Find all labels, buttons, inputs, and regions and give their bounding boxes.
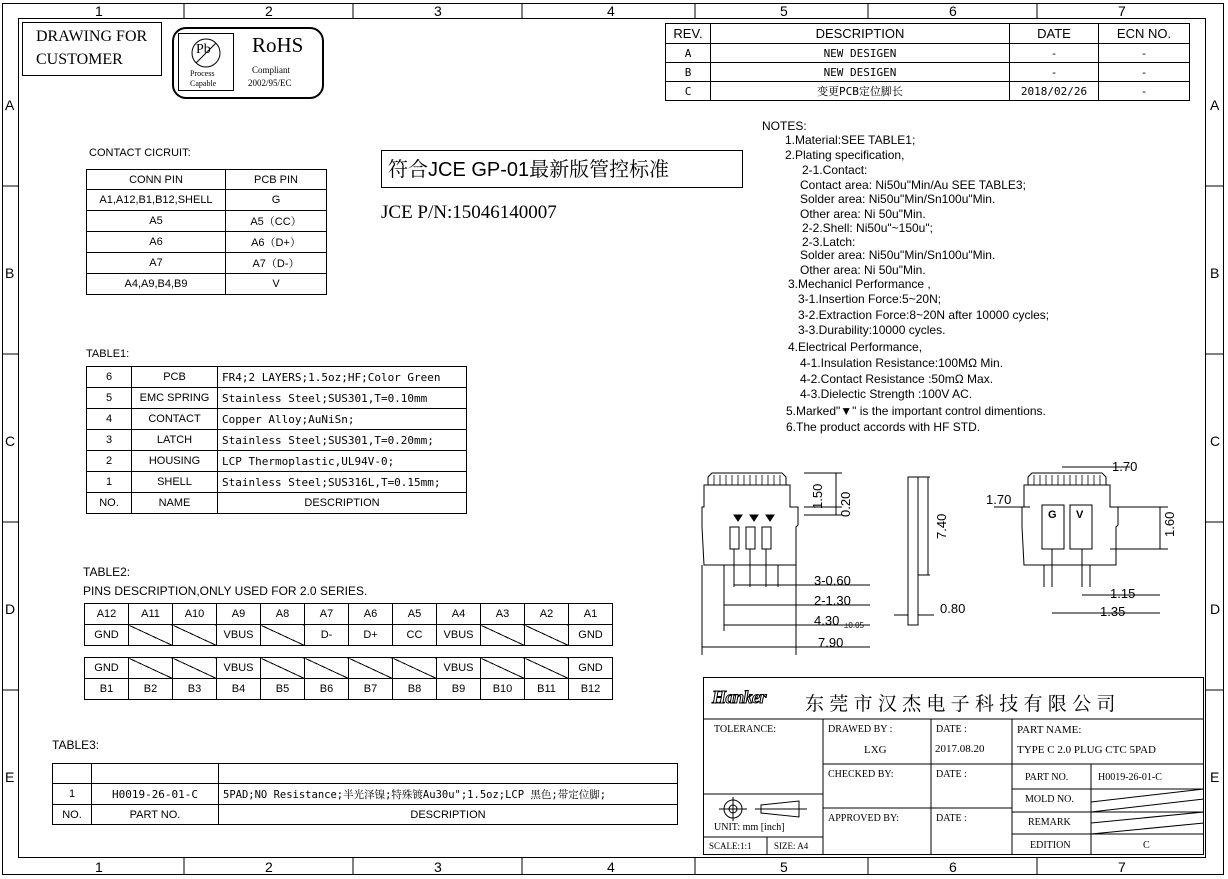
table-row (85, 679, 613, 700)
conn-pin-cell: A4,A9,B4,B9 (87, 274, 226, 295)
pin-cell: A11 (129, 604, 173, 625)
pin-cell: A1 (569, 604, 613, 625)
rev-date-cell: - (1010, 44, 1099, 63)
zone-right-d: D (1210, 601, 1221, 617)
table-row (87, 211, 327, 232)
pin-cell (525, 658, 569, 679)
edition-value: C (1143, 840, 1150, 851)
note-line: Solder area: Ni50u"Min/Sn100u"Min. (800, 248, 996, 262)
contact-circuit-header (87, 170, 327, 190)
approved-by-label: APPROVED BY: (828, 813, 900, 824)
zone-left-b: B (5, 265, 15, 281)
no-cell: 1 (53, 784, 92, 805)
pcb-pin-cell: A5（CC） (226, 211, 327, 232)
pin-table-a (84, 603, 613, 646)
note-line: 3-2.Extraction Force:8~20N after 10000 cycles; (798, 308, 1050, 322)
no-header: NO. (87, 493, 132, 514)
company-name: 东 莞 市 汉 杰 电 子 科 技 有 限 公 司 (805, 694, 1116, 715)
pin-cell: B7 (349, 679, 393, 700)
back-view-pin-g: G (1048, 509, 1057, 521)
zone-bottom-2: 2 (265, 859, 273, 875)
contact-circuit-title: CONTACT CICRUIT: (89, 147, 191, 159)
pin-table-b (84, 657, 613, 700)
pin-cell: A5 (393, 604, 437, 625)
drawed-by-label: DRAWED BY : (828, 724, 893, 735)
no-cell: 1 (87, 472, 132, 493)
part-name-label: PART NAME: (1017, 724, 1082, 736)
notes-title: NOTES: (762, 119, 807, 133)
pin-cell (393, 658, 437, 679)
side-view (894, 477, 934, 625)
date-label-2: DATE : (936, 769, 967, 780)
name-cell: SHELL (132, 472, 218, 493)
dim-7-40: 7.40 (934, 513, 949, 539)
pin-cell: A7 (305, 604, 349, 625)
description-cell: Copper Alloy;AuNiSn; (218, 409, 467, 430)
pin-cell (349, 658, 393, 679)
pin-cell: A3 (481, 604, 525, 625)
pin-cell: CC (393, 625, 437, 646)
dim-0-20: 0.20 (838, 491, 853, 517)
date-label-3: DATE : (936, 813, 967, 824)
rev-date-cell: 2018/02/26 (1010, 82, 1099, 101)
table-row (87, 409, 467, 430)
rev-ecn-cell: - (1099, 44, 1190, 63)
rev-cell: A (666, 44, 711, 63)
pin-cell: A9 (217, 604, 261, 625)
unit-label: UNIT: mm [inch] (714, 822, 785, 833)
zone-bottom-4: 4 (607, 859, 615, 875)
dim-1-50: 1.50 (810, 483, 825, 509)
rohs-directive: 2002/95/EC (248, 78, 292, 88)
part-name-value: TYPE C 2.0 PLUG CTC 5PAD (1017, 744, 1156, 756)
pb-symbol: Pb (196, 42, 211, 57)
rev-header: REV. (666, 24, 711, 44)
pin-cell: A2 (525, 604, 569, 625)
pin-cell: VBUS (217, 625, 261, 646)
zone-left-e: E (5, 769, 15, 785)
pin-cell (525, 625, 569, 646)
pin-cell: B1 (85, 679, 129, 700)
pin-cell: B10 (481, 679, 525, 700)
pin-cell: GND (569, 658, 613, 679)
contact-circuit-table (86, 169, 327, 295)
table-row (87, 451, 467, 472)
rev-cell: C (666, 82, 711, 101)
table-row (87, 388, 467, 409)
no-cell: 4 (87, 409, 132, 430)
description-cell: FR4;2 LAYERS;1.5oz;HF;Color Green (218, 367, 467, 388)
back-view (994, 467, 1168, 613)
connector-drawing-views (690, 455, 1210, 670)
description-header: DESCRIPTION (219, 805, 678, 825)
note-line: 6.The product accords with HF STD. (786, 420, 981, 434)
pin-cell: B12 (569, 679, 613, 700)
dim-1-15: 1.15 (1110, 586, 1136, 601)
jce-part-number: JCE P/N:15046140007 (381, 202, 557, 223)
pin-cell: A12 (85, 604, 129, 625)
rohs-badge (172, 27, 324, 99)
table3-blank-row (53, 764, 678, 784)
zone-top-3: 3 (434, 3, 442, 19)
part-no-cell: H0019-26-01-C (92, 784, 219, 805)
pcb-pin-cell: V (226, 274, 327, 295)
pin-cell: B6 (305, 679, 349, 700)
note-line: 3-3.Durability:10000 cycles. (798, 323, 946, 337)
pin-cell (481, 625, 525, 646)
conn-pin-cell: A1,A12,B1,B12,SHELL (87, 190, 226, 211)
pcb-pin-cell: G (226, 190, 327, 211)
date-value-1: 2017.08.20 (935, 743, 985, 755)
dim-7-90: 7.90 (818, 635, 844, 650)
zone-bottom-6: 6 (949, 859, 957, 875)
table-row (87, 472, 467, 493)
zone-right-a: A (1210, 97, 1220, 113)
description-cell: 5PAD;NO Resistance;半光泽镍;特殊镀Au30u";1.5oz;LCP 黑色;带定位脚; (219, 784, 678, 805)
name-cell: LATCH (132, 430, 218, 451)
pin-cell (129, 658, 173, 679)
blank-cell (219, 764, 678, 784)
zone-right-e: E (1210, 769, 1220, 785)
table3-header-row (53, 805, 678, 825)
rev-ecn-cell: - (1099, 63, 1190, 82)
table-row (85, 604, 613, 625)
rev-date-cell: - (1010, 63, 1099, 82)
note-line: 4-1.Insulation Resistance:100MΩ Min. (800, 356, 1004, 370)
note-line: 3.Mechanicl Performance , (788, 277, 931, 291)
zone-top-7: 7 (1118, 3, 1126, 19)
pin-cell: B5 (261, 679, 305, 700)
note-line: Other area: Ni 50u"Min. (800, 207, 926, 221)
description-cell: Stainless Steel;SUS301,T=0.20mm; (218, 430, 467, 451)
dim-1-70-top: 1.70 (1112, 459, 1138, 474)
name-header: NAME (132, 493, 218, 514)
name-cell: EMC SPRING (132, 388, 218, 409)
dim-4-30-tolerance: ±0.05 (844, 621, 864, 630)
dim-3-0-60: 3-0.60 (814, 573, 851, 588)
scale-label: SCALE:1:1 (709, 841, 752, 851)
size-label: SIZE: A4 (774, 841, 809, 851)
pb-capable-text: Capable (190, 79, 217, 88)
checked-by-label: CHECKED BY: (828, 769, 894, 780)
table2-subtitle: PINS DESCRIPTION,ONLY USED FOR 2.0 SERIES. (83, 584, 368, 598)
note-line: 2-1.Contact: (802, 163, 868, 177)
conn-pin-header: CONN PIN (87, 170, 226, 190)
note-line: 4-2.Contact Resistance :50mΩ Max. (800, 372, 994, 386)
table3 (52, 763, 678, 825)
pcb-pin-cell: A6（D+） (226, 232, 327, 253)
pin-cell: A8 (261, 604, 305, 625)
revision-row (666, 82, 1190, 101)
pin-cell (173, 625, 217, 646)
zone-left-d: D (5, 601, 16, 617)
hanker-logo-text: Hanker (712, 687, 767, 707)
pin-cell: VBUS (437, 658, 481, 679)
standard-box: 符合JCE GP-01最新版管控标准 (381, 150, 743, 188)
blank-cell (92, 764, 219, 784)
dim-1-35: 1.35 (1100, 604, 1126, 619)
pin-cell: B4 (217, 679, 261, 700)
pin-cell: VBUS (437, 625, 481, 646)
note-line: 4.Electrical Performance, (788, 340, 923, 354)
table2-title: TABLE2: (83, 565, 131, 579)
table-row (85, 658, 613, 679)
dim-4-30: 4.30 (814, 613, 840, 628)
note-line: Other area: Ni 50u"Min. (800, 263, 926, 277)
dim-1-70-left: 1.70 (986, 492, 1012, 507)
note-line: 3-1.Insertion Force:5~20N; (798, 292, 942, 306)
blank-cell (53, 764, 92, 784)
pin-description-table (84, 603, 613, 646)
revision-row (666, 63, 1190, 82)
note-line: 2-3.Latch: (802, 235, 856, 249)
part-no-label: PART NO. (1025, 772, 1069, 783)
note-line: Contact area: Ni50u"Min/Au SEE TABLE3; (800, 178, 1026, 192)
edition-label: EDITION (1030, 840, 1071, 851)
note-line: 4-3.Dielectic Strength :100V AC. (800, 387, 973, 401)
dim-0-80: 0.80 (940, 601, 966, 616)
pin-cell: A4 (437, 604, 481, 625)
zone-left-c: C (5, 433, 16, 449)
table-row (87, 430, 467, 451)
table-row (87, 190, 327, 211)
pb-process-text: Process (190, 69, 215, 78)
pin-cell (261, 625, 305, 646)
note-line: 1.Material:SEE TABLE1; (785, 133, 916, 147)
zone-bottom-3: 3 (434, 859, 442, 875)
pin-cell: GND (569, 625, 613, 646)
tolerance-label: TOLERANCE: (714, 724, 777, 735)
drawing-for-line1: DRAWING FOR (36, 28, 148, 45)
description-cell: LCP Thermoplastic,UL94V-0; (218, 451, 467, 472)
zone-right-b: B (1210, 265, 1220, 281)
table3-title: TABLE3: (52, 738, 100, 752)
description-cell: Stainless Steel;SUS316L,T=0.15mm; (218, 472, 467, 493)
pin-cell: B11 (525, 679, 569, 700)
table1 (86, 366, 467, 514)
description-header: DESCRIPTION (711, 24, 1010, 44)
zone-top-5: 5 (780, 3, 788, 19)
pcb-pin-header: PCB PIN (226, 170, 327, 190)
note-line: 5.Marked"▼" is the important control dimentions. (786, 404, 1046, 418)
pin-cell: B2 (129, 679, 173, 700)
table-row (87, 253, 327, 274)
zone-top-2: 2 (265, 3, 273, 19)
conn-pin-cell: A7 (87, 253, 226, 274)
mold-no-label: MOLD NO. (1025, 794, 1074, 805)
date-label-1: DATE : (936, 724, 967, 735)
rev-desc-cell: 变更PCB定位脚长 (711, 82, 1010, 101)
pin-cell: B8 (393, 679, 437, 700)
drawing-for-line2: CUSTOMER (36, 51, 123, 68)
pin-cell: GND (85, 658, 129, 679)
rev-desc-cell: NEW DESIGEN (711, 44, 1010, 63)
pcb-pin-cell: A7（D-） (226, 253, 327, 274)
pin-cell (129, 625, 173, 646)
rohs-compliant: Compliant (252, 65, 290, 75)
zone-top-4: 4 (607, 3, 615, 19)
pin-cell (261, 658, 305, 679)
rev-ecn-cell: - (1099, 82, 1190, 101)
pin-cell (481, 658, 525, 679)
rev-desc-cell: NEW DESIGEN (711, 63, 1010, 82)
name-cell: HOUSING (132, 451, 218, 472)
note-line: 2.Plating specification, (785, 148, 905, 162)
no-cell: 2 (87, 451, 132, 472)
rohs-title: RoHS (252, 33, 304, 57)
table-row (87, 232, 327, 253)
drawing-for-customer-box (22, 22, 162, 76)
name-cell: PCB (132, 367, 218, 388)
back-view-pin-v: V (1076, 509, 1084, 521)
no-cell: 5 (87, 388, 132, 409)
table1-title: TABLE1: (86, 348, 130, 360)
pin-description-table (84, 657, 613, 700)
zone-top-6: 6 (949, 3, 957, 19)
part-no-value: H0019-26-01-C (1098, 772, 1162, 783)
description-cell: Stainless Steel;SUS301,T=0.10mm (218, 388, 467, 409)
pin-cell: VBUS (217, 658, 261, 679)
part-no-header: PART NO. (92, 805, 219, 825)
conn-pin-cell: A6 (87, 232, 226, 253)
conn-pin-cell: A5 (87, 211, 226, 232)
pin-cell: A6 (349, 604, 393, 625)
pin-cell: D+ (349, 625, 393, 646)
zone-bottom-1: 1 (95, 859, 103, 875)
pin-cell: D- (305, 625, 349, 646)
hanker-logo (712, 687, 792, 713)
note-line: Solder area: Ni50u"Min/Sn100u"Min. (800, 192, 996, 206)
pin-cell: GND (85, 625, 129, 646)
pin-cell: B9 (437, 679, 481, 700)
revision-row (666, 44, 1190, 63)
remark-label: REMARK (1028, 817, 1071, 828)
table1-header-row (87, 493, 467, 514)
pin-cell (173, 658, 217, 679)
zone-bottom-7: 7 (1118, 859, 1126, 875)
zone-top-1: 1 (95, 3, 103, 19)
revision-table (665, 23, 1190, 101)
no-cell: 3 (87, 430, 132, 451)
rev-cell: B (666, 63, 711, 82)
table-row (85, 625, 613, 646)
drawed-by-value: LXG (864, 744, 887, 756)
revision-header-row (666, 24, 1190, 44)
projection-symbol-icon (719, 797, 807, 821)
dim-1-60: 1.60 (1162, 511, 1177, 537)
zone-bottom-5: 5 (780, 859, 788, 875)
date-header: DATE (1010, 24, 1099, 44)
description-header: DESCRIPTION (218, 493, 467, 514)
note-line: 2-2.Shell: Ni50u"~150u"; (802, 221, 933, 235)
pin-cell: A10 (173, 604, 217, 625)
ecn-header: ECN NO. (1099, 24, 1190, 44)
no-header: NO. (53, 805, 92, 825)
table-row (87, 274, 327, 295)
pin-cell: B3 (173, 679, 217, 700)
pin-cell (305, 658, 349, 679)
no-cell: 6 (87, 367, 132, 388)
name-cell: CONTACT (132, 409, 218, 430)
zone-left-a: A (5, 97, 15, 113)
table-row (87, 367, 467, 388)
zone-right-c: C (1210, 433, 1221, 449)
dim-2-1-30: 2-1.30 (814, 593, 851, 608)
table-row (53, 784, 678, 805)
